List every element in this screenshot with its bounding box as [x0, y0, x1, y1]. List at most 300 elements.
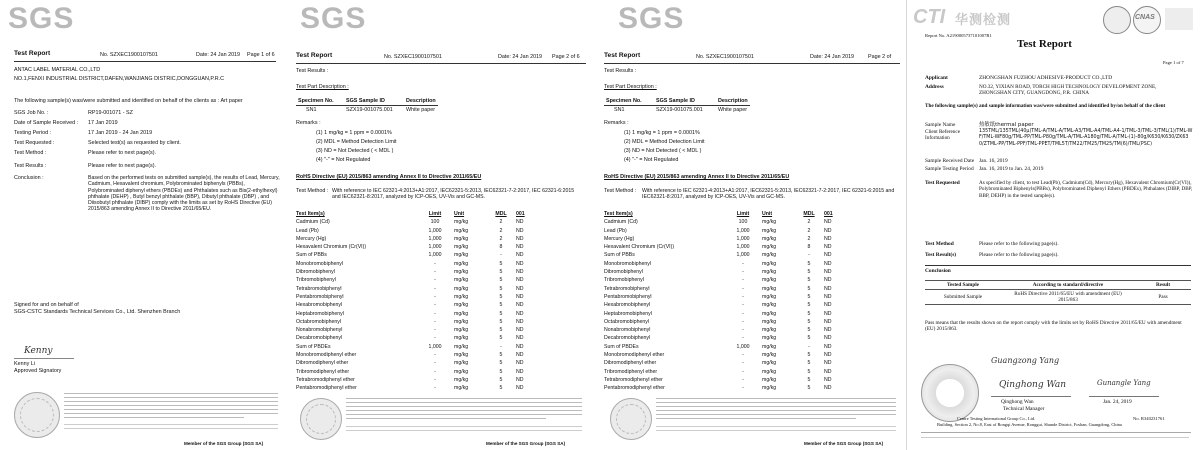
table-cell: mg/kg: [454, 285, 469, 292]
sgs-id-head: SGS Sample ID: [346, 98, 385, 104]
col-mdl: MDL: [495, 211, 507, 217]
table-row: [294, 227, 527, 235]
col-tested-sample: Tested Sample: [925, 281, 1001, 290]
method-label: Test Method :: [296, 188, 329, 194]
remark: (3) ND = Not Detected ( < MDL ): [624, 148, 702, 154]
sgs-page-1: [0, 0, 290, 450]
table-cell: 5: [807, 260, 811, 267]
table-row: [294, 301, 527, 309]
table-cell: ND: [824, 352, 832, 359]
period-label: Sample Testing Period: [925, 166, 974, 172]
table-row: [602, 251, 835, 259]
received-value: Jan. 16, 2019: [979, 158, 1008, 164]
rohs-title: RoHS Directive (EU) 2015/863 amending Annex II to Directive 2011/65/EU: [296, 174, 482, 180]
header-rule: [296, 63, 586, 64]
table-cell: 5: [807, 269, 811, 276]
sample-name-value: 热敏纸thermal paper: [979, 122, 1034, 128]
report-date: Date: 24 Jan 2019: [498, 54, 543, 60]
table-cell: -: [742, 385, 744, 392]
remark: (4) "-" = Not Regulated: [316, 157, 371, 163]
table-cell: ND: [516, 260, 524, 267]
conclusion-text: Based on the performed tests on submitted sample(s), the results of Lead, Mercury, Cadmium, Hexavalent chromium, Polybrominated biphenyls (PBBs), Polybrominated diphenyl ethers (PBDEs) and Phthalates such as Bis(2-ethylhexyl) phthalate (DEHP) , Butyl benzyl phthalate (BBP), Dibutyl phthalate (DBP) , and Diisobutyl phthalate (DIBP) comply with the limits as set by RoHS Directive (EU) 2015/863 amending Annex II to Directive 2011/65/EU.: [88, 175, 280, 213]
cell-sample: Submitted Sample: [925, 290, 1001, 305]
table-cell: 100: [738, 219, 748, 226]
remark: (4) "-" = Not Regulated: [624, 157, 679, 163]
col-result: 001: [824, 211, 833, 217]
table-cell: 5: [807, 335, 811, 342]
table-cell: -: [434, 269, 436, 276]
table-row: [294, 376, 527, 384]
table-row: [602, 351, 835, 359]
table-cell: ND: [824, 318, 832, 325]
description-value: White paper: [718, 107, 748, 113]
table-cell: Tetrabromodiphenyl ether: [296, 376, 355, 383]
table-cell: mg/kg: [762, 385, 777, 392]
page-number: Page 1 of 6: [247, 52, 275, 58]
table-cell: 5: [807, 376, 811, 383]
col-limit: Limit: [736, 211, 750, 217]
field-label: Testing Period :: [14, 130, 52, 136]
field-value: 17 Jan 2019 - 24 Jan 2019: [88, 130, 153, 136]
table-cell: Dibromobiphenyl: [296, 269, 335, 276]
table-cell: mg/kg: [454, 310, 469, 317]
table-cell: mg/kg: [762, 310, 777, 317]
table-cell: 1,000: [736, 343, 750, 350]
member-of-sgs: Member of the SGS Group (SGS SA): [486, 441, 566, 446]
footer-rule: [921, 432, 1191, 433]
page-number: Page 1 of 7: [1163, 60, 1184, 65]
table-row: [294, 318, 527, 326]
table-cell: -: [742, 277, 744, 284]
table-cell: ND: [516, 219, 524, 226]
table-cell: -: [434, 352, 436, 359]
table-row: [602, 276, 835, 284]
remark: (2) MDL = Method Detection Limit: [624, 139, 705, 145]
description-value: White paper: [406, 107, 436, 113]
results-value: Please refer to the following page(s).: [979, 252, 1059, 258]
table-cell: 5: [499, 352, 503, 359]
table-cell: mg/kg: [454, 269, 469, 276]
table-cell: Pentabromodiphenyl ether: [604, 385, 665, 392]
table-cell: mg/kg: [762, 335, 777, 342]
table-cell: ND: [824, 302, 832, 309]
table-cell: -: [434, 376, 436, 383]
requested-label: Test Requested: [925, 180, 960, 186]
table-cell: 1,000: [428, 235, 442, 242]
table-cell: mg/kg: [762, 352, 777, 359]
table-cell: Lead (Pb): [604, 227, 627, 234]
table-cell: Hexabromobiphenyl: [604, 302, 651, 309]
report-date: Jan. 24, 2019: [1103, 399, 1132, 405]
col-unit: Unit: [762, 211, 773, 217]
col-mdl: MDL: [803, 211, 815, 217]
table-cell: 5: [807, 352, 811, 359]
table-cell: 5: [499, 376, 503, 383]
table-cell: 5: [499, 260, 503, 267]
table-cell: ND: [824, 244, 832, 251]
table-cell: 2: [499, 235, 503, 242]
report-date: Date: 24 Jan 2019: [810, 54, 855, 60]
table-cell: 1,000: [428, 244, 442, 251]
report-number: Report No. A2190005737101007R1: [925, 33, 992, 38]
approver-name: Qinghong Wan: [1001, 399, 1034, 405]
table-row: [294, 260, 527, 268]
table-cell: Monobromobiphenyl: [296, 260, 344, 267]
conclusion-label: Conclusion :: [14, 175, 44, 181]
sgs-id-value: SZX19-001075.001: [656, 107, 703, 113]
table-cell: 1,000: [428, 227, 442, 234]
table-cell: -: [742, 368, 744, 375]
table-cell: Nonabromobiphenyl: [604, 327, 651, 334]
table-cell: 1,000: [736, 244, 750, 251]
method-label: Test Method: [925, 241, 954, 247]
table-cell: ND: [516, 385, 524, 392]
table-cell: -: [808, 343, 810, 350]
table-cell: ND: [516, 244, 524, 251]
table-cell: Dibromodiphenyl ether: [604, 360, 657, 367]
table-cell: ND: [824, 376, 832, 383]
table-cell: ND: [516, 360, 524, 367]
table-cell: ND: [516, 235, 524, 242]
method-text: With reference to IEC 62321-4:2013+A1:2017, IEC62321-5:2013, IEC62321-7-2:2017, IEC 62321-6:2015 and IEC62321-8:2017, analyzed by ICP-OES, UV-Vis and GC-MS.: [642, 188, 895, 201]
table-cell: mg/kg: [454, 277, 469, 284]
table-cell: Pentabromobiphenyl: [604, 293, 652, 300]
table-cell: Hexavalent Chromium (Cr(VI)): [296, 244, 367, 251]
table-cell: Decabromobiphenyl: [604, 335, 651, 342]
cti-logo: CTI: [913, 6, 946, 28]
field-label: Test Method :: [14, 150, 47, 156]
table-cell: mg/kg: [762, 277, 777, 284]
part-label: Test Part Description :: [604, 84, 657, 90]
table-row: [602, 260, 835, 268]
conclusion-header-row: [925, 281, 1191, 290]
table-row: [294, 243, 527, 251]
table-cell: -: [742, 352, 744, 359]
specimen-head: Specimen No.: [606, 98, 642, 104]
pass-note: Pass means that the results shown on the report comply with the limits set by RoHS Directive 2011/65/EU with amendment (EU) 2015/863.: [925, 320, 1182, 333]
table-cell: 5: [807, 285, 811, 292]
method-label: Test Method :: [604, 188, 637, 194]
testing-mark: [1165, 8, 1193, 30]
table-row: [294, 326, 527, 334]
table-row: [294, 218, 527, 226]
col-test-item: Test Item(s): [296, 211, 325, 217]
field-label: Test Results :: [14, 163, 47, 169]
page-title: Test Report: [14, 50, 51, 57]
table-cell: 5: [807, 368, 811, 375]
table-cell: 5: [807, 385, 811, 392]
table-cell: 5: [499, 335, 503, 342]
table-cell: ND: [516, 343, 524, 350]
results-label: Test Results :: [604, 68, 637, 74]
field-value: 17 Jan 2019: [88, 120, 118, 126]
table-cell: Hexavalent Chromium (Cr(VI)): [604, 244, 675, 251]
conclusion-row: [925, 290, 1191, 305]
table-cell: mg/kg: [762, 260, 777, 267]
cnas-label: CNAS: [1135, 14, 1155, 21]
sgs-id-value: SZX19-001075.001: [346, 107, 393, 113]
table-cell: 1,000: [736, 252, 750, 259]
table-cell: Pentabromobiphenyl: [296, 293, 344, 300]
table-cell: Pentabromodiphenyl ether: [296, 385, 357, 392]
table-cell: -: [434, 293, 436, 300]
description-head: Description: [718, 98, 748, 104]
table-cell: mg/kg: [454, 385, 469, 392]
table-cell: mg/kg: [454, 327, 469, 334]
table-row: [602, 301, 835, 309]
table-cell: ND: [824, 227, 832, 234]
table-cell: 8: [807, 244, 811, 251]
table-cell: Dibromodiphenyl ether: [296, 360, 349, 367]
table-cell: -: [742, 310, 744, 317]
specimen-rule: [604, 105, 750, 106]
table-cell: 5: [499, 360, 503, 367]
remarks-label: Remarks :: [296, 120, 321, 126]
table-cell: 5: [807, 360, 811, 367]
applicant-value: ZHONGSHAN FUZHOU ADHESIVE-PRODUCT CO.,LTD: [979, 75, 1113, 81]
col-result: Result: [1135, 281, 1191, 290]
table-cell: 1,000: [736, 227, 750, 234]
conclusion-label: Conclusion: [925, 268, 951, 274]
table-cell: ND: [824, 277, 832, 284]
signature-1: Guangzong Yang: [991, 356, 1060, 365]
table-row: [602, 285, 835, 293]
field-value: RP19-001071 - SZ: [88, 110, 133, 116]
table-cell: ND: [516, 252, 524, 259]
ilac-mra-badge: [1103, 6, 1131, 34]
cell-standard: RoHS Directive 2011/65/EU with amendment (EU) 2015/863: [1001, 290, 1135, 305]
table-cell: Monobromobiphenyl: [604, 260, 652, 267]
table-cell: Sum of PBBs: [604, 252, 635, 259]
method-value: Please refer to the following page(s).: [979, 241, 1059, 247]
certificate-number: No. R340231761: [1133, 416, 1165, 421]
table-cell: mg/kg: [762, 219, 777, 226]
cell-result: Pass: [1135, 290, 1191, 305]
table-cell: Lead (Pb): [296, 227, 319, 234]
table-row: [602, 310, 835, 318]
table-cell: -: [742, 269, 744, 276]
table-cell: ND: [516, 269, 524, 276]
results-header-row: [602, 210, 835, 218]
table-cell: ND: [824, 252, 832, 259]
table-cell: mg/kg: [454, 368, 469, 375]
table-cell: mg/kg: [454, 260, 469, 267]
results-table: [602, 210, 835, 393]
table-cell: ND: [516, 327, 524, 334]
approver-title: Technical Manager: [1003, 406, 1045, 412]
col-unit: Unit: [454, 211, 465, 217]
signed-for: Signed for and on behalf of: [14, 302, 79, 308]
table-cell: ND: [824, 235, 832, 242]
table-cell: 2: [499, 219, 503, 226]
results-header-row: [294, 210, 527, 218]
remark: (1) 1 mg/kg = 1 ppm = 0.0001%: [624, 130, 700, 136]
table-row: [602, 218, 835, 226]
table-cell: ND: [824, 368, 832, 375]
table-cell: ND: [516, 352, 524, 359]
table-row: [294, 368, 527, 376]
col-result: 001: [516, 211, 525, 217]
table-cell: Hexabromobiphenyl: [296, 302, 343, 309]
report-number: No. SZXEC1900107501: [384, 54, 442, 60]
rohs-title: RoHS Directive (EU) 2015/863 amending Annex II to Directive 2011/65/EU: [604, 174, 790, 180]
header-rule: [604, 63, 900, 64]
table-cell: Tetrabromodiphenyl ether: [604, 376, 663, 383]
table-cell: -: [742, 335, 744, 342]
page-number: Page 2 of 6: [552, 54, 580, 60]
table-cell: Nonabromobiphenyl: [296, 327, 343, 334]
table-cell: ND: [824, 219, 832, 226]
table-cell: 5: [499, 385, 503, 392]
member-of-sgs: Member of the SGS Group (SGS SA): [804, 441, 884, 446]
table-cell: mg/kg: [762, 293, 777, 300]
table-row: [294, 293, 527, 301]
table-cell: 5: [807, 277, 811, 284]
table-cell: 5: [499, 327, 503, 334]
table-cell: mg/kg: [762, 318, 777, 325]
footer-address: Building, Section 2, No.8, East of Rongqi Avenue, Ronggui, Shunde District, Foshan, Guangdong, China: [937, 422, 1122, 427]
report-number: No. SZXEC1900107501: [100, 52, 158, 58]
specimen-head: Specimen No.: [298, 98, 334, 104]
report-date: Date: 24 Jan 2019: [196, 52, 241, 58]
table-row: [294, 276, 527, 284]
table-cell: ND: [824, 269, 832, 276]
table-row: [294, 310, 527, 318]
date-rule: [1089, 396, 1159, 397]
table-cell: -: [434, 360, 436, 367]
table-row: [294, 359, 527, 367]
sgs-logo: SGS: [618, 2, 685, 35]
field-value: Please refer to next page(s).: [88, 150, 157, 156]
table-row: [294, 235, 527, 243]
table-cell: mg/kg: [454, 343, 469, 350]
table-cell: -: [742, 285, 744, 292]
table-cell: Sum of PBBs: [296, 252, 327, 259]
table-row: [602, 359, 835, 367]
table-cell: 1,000: [736, 235, 750, 242]
table-cell: -: [434, 302, 436, 309]
table-cell: mg/kg: [762, 327, 777, 334]
table-cell: ND: [824, 360, 832, 367]
results-table: [294, 210, 527, 393]
table-cell: mg/kg: [454, 302, 469, 309]
table-row: [602, 343, 835, 351]
specimen-value: SN1: [306, 107, 317, 113]
table-cell: Mercury (Hg): [604, 235, 635, 242]
table-cell: ND: [516, 368, 524, 375]
accreditation-seal: [14, 392, 60, 438]
part-label: Test Part Description :: [296, 84, 349, 90]
table-cell: 2: [807, 235, 811, 242]
col-limit: Limit: [428, 211, 442, 217]
field-value: Please refer to next page(s).: [88, 163, 157, 169]
table-cell: ND: [824, 385, 832, 392]
table-cell: -: [434, 327, 436, 334]
table-cell: 1,000: [428, 343, 442, 350]
table-cell: mg/kg: [762, 376, 777, 383]
table-cell: -: [500, 252, 502, 259]
field-value: Selected test(s) as requested by client.: [88, 140, 181, 146]
table-cell: Cadmium (Cd): [604, 219, 638, 226]
table-cell: 5: [499, 310, 503, 317]
specimen-value: SN1: [614, 107, 625, 113]
table-cell: 5: [807, 302, 811, 309]
table-row: [602, 268, 835, 276]
table-cell: Decabromobiphenyl: [296, 335, 343, 342]
table-cell: mg/kg: [762, 360, 777, 367]
table-cell: mg/kg: [762, 269, 777, 276]
table-row: [294, 343, 527, 351]
table-cell: -: [742, 302, 744, 309]
signature-3: Gunangle Yang: [1097, 379, 1151, 387]
table-cell: -: [742, 293, 744, 300]
table-row: [602, 326, 835, 334]
table-cell: 5: [499, 302, 503, 309]
table-cell: ND: [516, 293, 524, 300]
table-cell: mg/kg: [762, 227, 777, 234]
table-cell: ND: [516, 318, 524, 325]
table-cell: mg/kg: [762, 252, 777, 259]
field-label: SGS Job No. :: [14, 110, 49, 116]
table-cell: 5: [499, 318, 503, 325]
table-row: [294, 351, 527, 359]
signatory-name: Kenny Li: [14, 361, 35, 367]
description-head: Description: [406, 98, 436, 104]
signature-rule: [14, 358, 74, 359]
table-cell: -: [434, 368, 436, 375]
applicant-label: Applicant: [925, 75, 948, 81]
table-row: [294, 251, 527, 259]
table-cell: mg/kg: [454, 235, 469, 242]
table-cell: Mercury (Hg): [296, 235, 327, 242]
conclusion-table: [925, 280, 1191, 305]
address-value: NO.32, YIXIAN ROAD, TORCH HIGH TECHNOLOGY DEVELOPMENT ZONE, ZHONGSHAN CITY, GUANGDONG, P.R. CHINA: [979, 84, 1157, 97]
signatory-title: Approved Signatory: [14, 368, 62, 374]
table-row: [602, 384, 835, 392]
table-row: [602, 227, 835, 235]
table-cell: 5: [807, 310, 811, 317]
table-row: [602, 243, 835, 251]
table-cell: 2: [807, 227, 811, 234]
table-cell: -: [434, 260, 436, 267]
table-cell: -: [434, 318, 436, 325]
table-cell: mg/kg: [762, 368, 777, 375]
field-label: Test Requested :: [14, 140, 55, 146]
signed-org: SGS-CSTC Standards Technical Services Co., Ltd. Shenzhen Branch: [14, 309, 181, 315]
table-cell: ND: [824, 260, 832, 267]
table-cell: Monobromodiphenyl ether: [604, 352, 665, 359]
table-row: [602, 376, 835, 384]
table-cell: 1,000: [428, 252, 442, 259]
table-cell: 2: [499, 227, 503, 234]
table-cell: ND: [824, 310, 832, 317]
table-cell: mg/kg: [454, 352, 469, 359]
company-name: ANTAC LABEL MATERIAL CO.,LTD: [14, 67, 101, 73]
table-cell: Tetrabromobiphenyl: [604, 285, 650, 292]
table-cell: 5: [499, 277, 503, 284]
sample-name-label: Sample Name: [925, 122, 956, 128]
table-cell: mg/kg: [454, 293, 469, 300]
cti-page-1: [906, 0, 1200, 450]
table-cell: Tribromobiphenyl: [296, 277, 336, 284]
table-cell: 100: [430, 219, 440, 226]
remark: (3) ND = Not Detected ( < MDL ): [316, 148, 394, 154]
table-cell: -: [434, 335, 436, 342]
table-cell: mg/kg: [454, 335, 469, 342]
table-row: [602, 368, 835, 376]
table-row: [294, 334, 527, 342]
table-cell: Heptabromobiphenyl: [296, 310, 344, 317]
